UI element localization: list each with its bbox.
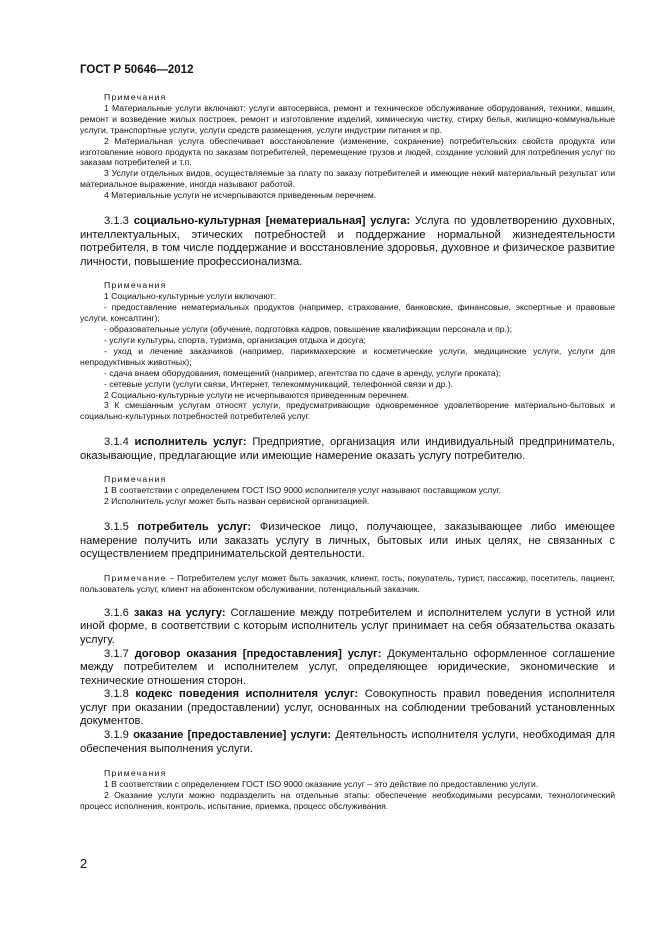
note-1-4: 4 Материальные услуги не исчерпываются приведенным перечнем.: [104, 190, 377, 201]
note-1-2: 2 Материальная услуга обеспечивает восстановление (изменение, сохранение) потребительских свойств продукта или изготовление нового продукта по заказам потребителей, перемещение грузов и людей, создание условий для потребления услуг по заказам потребителей и т.п.: [80, 135, 615, 168]
notes-label: Примечания: [104, 92, 167, 102]
notes-block-3: [80, 474, 615, 507]
note-2-6: - сдача внаем оборудования, помещений (например, агентства по сдаче в аренду, услуги проката);: [104, 367, 501, 378]
term-3-1-9: [80, 729, 615, 756]
note-text: – Потребителем услуг может быть заказчик, клиент, гость, покупатель, турист, пассажир, посетитель, пациент, пользователь услуг, клиент на абонентском обслуживании, потенциальный заказчик.: [80, 572, 615, 594]
term-definition: Соглашение между потребителем и исполнителем услуги в устной или иной форме, в соответствии с которым исполнитель услуг принимает на себя обязательства оказать услугу.: [80, 606, 616, 646]
term-definition: Услуга по удовлетворению духовных, интеллектуальных, этических потребностей и поддержание нормальной жизнедеятельности потребителя, в том числе поддержание и восстановление здоровья, духовное и физическое развитие личности, повышение профессионализма.: [80, 215, 616, 268]
term-definition: Совокупность правил поведения исполнителя услуг при оказании (предоставлении) услуг, основанных на соблюдении требований установленных документов.: [80, 688, 615, 728]
document-content: [80, 92, 615, 818]
term-3-1-5: [80, 521, 615, 562]
term-number: 3.1.8: [104, 688, 129, 701]
note-2-2: - предоставление нематериальных продуктов (например, страхование, банковские, финансовые, экспертные и правовые услуги, консалтинг);: [80, 302, 615, 324]
term-definition: Документально оформленное соглашение между потребителем и исполнителем услуг, определяющее юридические, экономические и технические отношения сторон.: [80, 647, 615, 687]
terms-group: [80, 607, 615, 757]
notes-label: Примечания: [104, 474, 167, 485]
term-3-1-8: [80, 688, 615, 729]
term-number: 3.1.9: [104, 729, 129, 742]
term-title: исполнитель услуг:: [134, 436, 247, 449]
note-4-2: 2 Оказание услуги можно подразделить на отдельные этапы: обеспечение необходимыми ресурсами, технологический процесс исполнения, контроль, испытание, приемка, процесс обслуживания.: [80, 790, 615, 811]
note-2-4: - услуги культуры, спорта, туризма, организация отдыха и досуга;: [104, 334, 366, 345]
term-3-1-3: [80, 215, 615, 269]
notes-label: Примечания: [104, 768, 167, 779]
notes-block-4: [80, 768, 615, 812]
term-title: кодекс поведения исполнителя услуг:: [135, 688, 359, 701]
term-3-1-6: [80, 607, 615, 648]
term-number: 3.1.5: [104, 521, 129, 534]
term-definition: Физическое лицо, получающее, заказывающее либо имеющее намерение получить или заказать услугу в личных, бытовых или иных целях, не связанных с осуществлением предпринимательской деятельности.: [80, 521, 616, 561]
term-number: 3.1.7: [104, 647, 129, 660]
term-title: потребитель услуг:: [137, 521, 252, 534]
term-3-1-4: [80, 436, 615, 463]
term-title: договор оказания [предоставления] услуг:: [134, 647, 382, 660]
note-2-8: 2 Социально-культурные услуги не исчерпываются приведенным перечнем.: [104, 389, 410, 400]
notes-block-1: [80, 92, 615, 201]
document-header: ГОСТ Р 50646—2012: [80, 64, 194, 76]
term-definition: Деятельность исполнителя услуги, необходимая для обеспечения выполнения услуги.: [80, 729, 616, 755]
term-number: 3.1.3: [104, 215, 129, 228]
page-number: 2: [80, 856, 88, 871]
term-number: 3.1.4: [104, 436, 129, 449]
note-2-1: 1 Социально-культурные услуги включают:: [104, 291, 277, 302]
notes-block-2: [80, 280, 615, 422]
term-title: заказ на услугу:: [133, 606, 226, 619]
note-1-1: 1 Материальные услуги включают: услуги автосервиса, ремонт и техническое обслуживание оборудования, техники, машин, ремонт и возведение жилых построек, ремонт и изготовление изделий, химическую чистку, стирку белья, жилищно-коммунальные услуги, транспортные услуги, услуги средств размещения, услуги индустрии питания и пр.: [80, 102, 615, 135]
term-definition: Предприятие, организация или индивидуальный предприниматель, оказывающие, предлагающие или имеющие намерение оказать услугу потребителю.: [80, 436, 616, 462]
note-2-5: - уход и лечение заказчиков (например, парикмахерские и косметические услуги, медицинские услуги, услуги для непродуктивных животных);: [80, 345, 615, 367]
note-label: Примечание: [104, 572, 167, 583]
note-3-2: 2 Исполнитель услуг может быть назван сервисной организацией.: [104, 496, 370, 507]
note-2-7: - сетевые услуги (услуги связи, Интернет, телекоммуникаций, телефонной связи и др.).: [104, 378, 454, 389]
note-4-1: 1 В соответствии с определением ГОСТ ISO 9000 оказание услуг – это действие по предоставлению услуги.: [104, 779, 539, 790]
notes-label: Примечания: [104, 280, 167, 291]
term-3-1-7: [80, 648, 615, 689]
note-2-9: 3 К смешанным услугам относят услуги, предусматривающие одновременное удовлетворение материально-бытовых и социально-культурных потребностей потребителей услуг.: [80, 400, 615, 422]
note-3-1-5: [80, 573, 615, 595]
term-title: оказание [предоставление] услуги:: [133, 729, 332, 742]
term-title: социально-культурная [нематериальная] услуга:: [133, 215, 411, 228]
note-1-3: 3 Услуги отдельных видов, осуществляемые за плату по заказу потребителей и имеющие некий материальный результат или материальное выражение, иногда называют работой.: [80, 168, 615, 190]
note-3-1: 1 В соответствии с определением ГОСТ ISO 9000 исполнителя услуг называют поставщиком услуг.: [104, 485, 502, 496]
note-2-3: - образовательные услуги (обучение, подготовка кадров, повышение квалификации персонала и пр.);: [104, 324, 513, 335]
term-number: 3.1.6: [104, 606, 129, 619]
